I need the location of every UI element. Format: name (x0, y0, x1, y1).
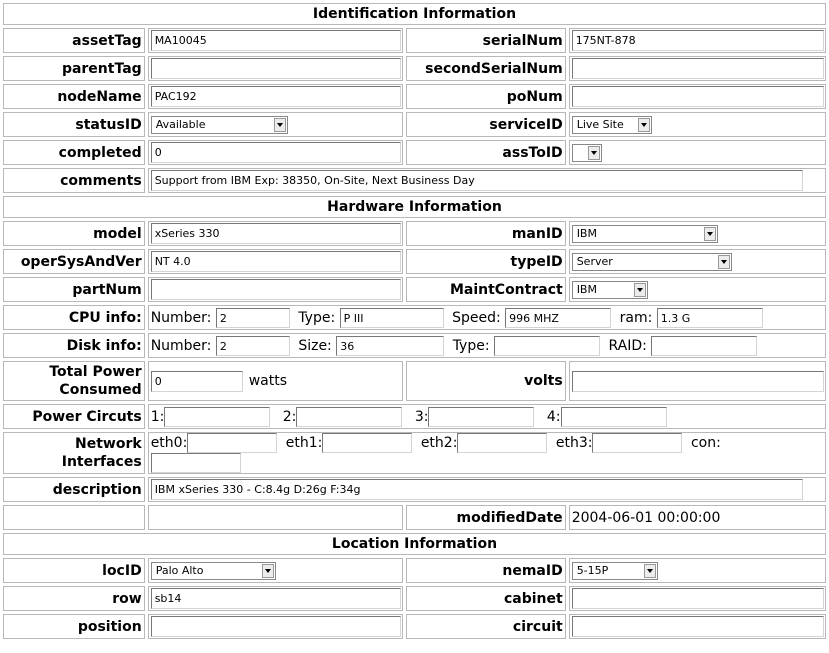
disk-type-label: Type: (452, 337, 490, 354)
cpu-ram-input[interactable]: 1.3 G (657, 308, 763, 328)
locid-value: Palo Alto (155, 563, 204, 577)
volts-input[interactable] (572, 371, 824, 392)
comments-input[interactable]: Support from IBM Exp: 38350, On-Site, Next Business Day (151, 170, 803, 191)
circuit-1-label: 1: (150, 408, 165, 425)
cabinet-label: cabinet (406, 586, 566, 611)
opersysandver-input[interactable]: NT 4.0 (151, 251, 401, 272)
watts-unit-label: watts (248, 373, 287, 389)
nemaid-select[interactable] (572, 562, 658, 580)
disk-info-label: Disk info: (3, 333, 145, 358)
modifieddate-label: modifiedDate (406, 505, 566, 530)
chevron-down-icon (718, 255, 730, 269)
parenttag-input[interactable] (151, 58, 401, 79)
maintcontract-label: MaintContract (406, 277, 566, 302)
circuit-2-label: 2: (282, 408, 297, 425)
eth3-input[interactable] (592, 433, 682, 453)
asstoid-select[interactable] (572, 144, 602, 162)
ponum-label: poNum (406, 84, 566, 109)
eth2-input[interactable] (457, 433, 547, 453)
secondserialnum-label: secondSerialNum (406, 56, 566, 81)
circuit-1-input[interactable] (164, 407, 270, 427)
disk-type-input[interactable] (494, 336, 600, 356)
position-input[interactable] (151, 616, 401, 637)
cpu-speed-label: Speed: (452, 309, 501, 326)
network-interfaces-label: Network Interfaces (3, 432, 145, 474)
serialnum-label: serialNum (406, 28, 566, 53)
serviceid-label: serviceID (406, 112, 566, 137)
chevron-down-icon (638, 118, 650, 132)
con-input[interactable] (151, 453, 241, 473)
cpu-info-label: CPU info: (3, 305, 145, 330)
assettag-label: assetTag (3, 28, 145, 53)
cpu-number-input[interactable]: 2 (216, 308, 290, 328)
section-header-hardware: Hardware Information (3, 196, 826, 218)
nemaid-value: 5-15P (576, 563, 609, 577)
cabinet-input[interactable] (572, 588, 824, 609)
description-label: description (3, 477, 145, 502)
opersysandver-label: operSysAndVer (3, 249, 145, 274)
empty-cell (3, 505, 145, 530)
serviceid-value: Live Site (576, 117, 624, 131)
maintcontract-value: IBM (576, 282, 597, 296)
manid-value: IBM (576, 226, 597, 240)
eth2-label: eth2: (420, 435, 458, 451)
volts-label: volts (406, 361, 566, 401)
circuit-3-input[interactable] (428, 407, 534, 427)
nodename-label: nodeName (3, 84, 145, 109)
comments-label: comments (3, 168, 145, 193)
cpu-ram-label: ram: (619, 309, 653, 326)
circuit-4-input[interactable] (561, 407, 667, 427)
manid-select[interactable] (572, 225, 718, 243)
circuit-2-input[interactable] (296, 407, 402, 427)
asstoid-label: assToID (406, 140, 566, 165)
serviceid-select[interactable] (572, 116, 652, 134)
cpu-speed-input[interactable]: 996 MHZ (505, 308, 611, 328)
cpu-number-label: Number: (150, 309, 212, 326)
circuit-input[interactable] (572, 616, 824, 637)
partnum-label: partNum (3, 277, 145, 302)
locid-label: locID (3, 558, 145, 583)
cpu-type-label: Type: (298, 309, 336, 326)
secondserialnum-input[interactable] (572, 58, 824, 79)
eth1-label: eth1: (285, 435, 323, 451)
locid-select[interactable] (151, 562, 276, 580)
chevron-down-icon (704, 227, 716, 241)
partnum-input[interactable] (151, 279, 401, 300)
chevron-down-icon (634, 283, 646, 297)
chevron-down-icon (644, 564, 656, 578)
total-power-input[interactable]: 0 (151, 371, 243, 392)
description-input[interactable]: IBM xSeries 330 - C:8.4g D:26g F:34g (151, 479, 803, 500)
eth0-label: eth0: (150, 435, 188, 451)
model-input[interactable]: xSeries 330 (151, 223, 401, 244)
section-header-identification: Identification Information (3, 3, 826, 25)
modifieddate-value: 2004-06-01 00:00:00 (569, 505, 826, 530)
con-label: con: (690, 435, 721, 451)
maintcontract-select[interactable] (572, 281, 648, 299)
empty-cell (148, 505, 403, 530)
manid-label: manID (406, 221, 566, 246)
chevron-down-icon (588, 146, 600, 160)
typeid-value: Server (576, 254, 613, 268)
disk-raid-label: RAID: (608, 337, 647, 354)
section-header-location: Location Information (3, 533, 826, 555)
row-input[interactable]: sb14 (151, 588, 401, 609)
total-power-label: Total Power Consumed (3, 361, 145, 401)
serialnum-input[interactable]: 175NT-878 (572, 30, 824, 51)
eth3-label: eth3: (555, 435, 593, 451)
disk-number-label: Number: (150, 337, 212, 354)
chevron-down-icon (262, 564, 274, 578)
statusid-label: statusID (3, 112, 145, 137)
power-circuits-label: Power Circuts (3, 404, 145, 429)
assettag-input[interactable]: MA10045 (151, 30, 401, 51)
statusid-value: Available (155, 117, 206, 131)
circuit-4-label: 4: (546, 408, 561, 425)
eth1-input[interactable] (322, 433, 412, 453)
circuit-3-label: 3: (414, 408, 429, 425)
statusid-select[interactable] (151, 116, 288, 134)
parenttag-label: parentTag (3, 56, 145, 81)
nemaid-label: nemaID (406, 558, 566, 583)
disk-size-label: Size: (298, 337, 332, 354)
disk-raid-input[interactable] (651, 336, 757, 356)
eth0-input[interactable] (187, 433, 277, 453)
completed-input[interactable]: 0 (151, 142, 401, 163)
disk-size-input[interactable]: 36 (336, 336, 444, 356)
model-label: model (3, 221, 145, 246)
typeid-label: typeID (406, 249, 566, 274)
typeid-select[interactable] (572, 253, 732, 271)
row-label: row (3, 586, 145, 611)
nodename-input[interactable]: PAC192 (151, 86, 401, 107)
completed-label: completed (3, 140, 145, 165)
cpu-type-input[interactable]: P III (340, 308, 444, 328)
chevron-down-icon (274, 118, 286, 132)
position-label: position (3, 614, 145, 639)
disk-number-input[interactable]: 2 (216, 336, 290, 356)
circuit-label: circuit (406, 614, 566, 639)
ponum-input[interactable] (572, 86, 824, 107)
